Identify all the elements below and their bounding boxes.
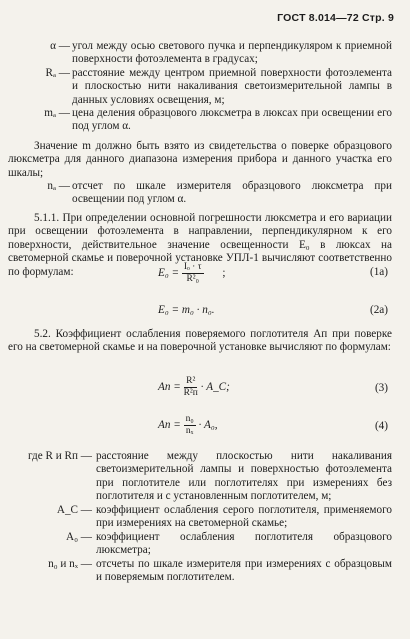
definition-text: коэффициент ослабления серого поглотителя, применяемого при измерениях на светомерной скамье; [96, 504, 392, 530]
formula-fraction [184, 414, 196, 437]
definition-text: расстояние между центром приемной поверхности фотоэлемента и плоскостью нити накаливания светоизмерительной лампы в данных условиях освещения, м; [72, 67, 392, 106]
definition-term: A₀ — [66, 531, 92, 543]
fraction-numerator: Iₒ · τ [183, 262, 202, 272]
definition-text: отсчет по шкале измерителя образцового люксметра при освещении под углом α. [72, 180, 392, 206]
definition-term: α — [50, 40, 70, 52]
paragraph-5-1-1: 5.1.1. При определении основной погрешности люксметра и его вариации при освещении фотоэлемента в направлении, перпендикулярном к его поверхности, действительное значение освещенности E₀ в люксах на светомерной скамье и поверочной установке УПЛ-1 вычисляют соответственно по формулам: [8, 212, 392, 278]
fraction-denominator: R²п [183, 388, 198, 398]
definition-term: n₀ и nₓ — [48, 558, 92, 570]
definition-n-alpha [8, 180, 392, 207]
formula-number: (2a) [369, 304, 388, 316]
formula-1a [0, 258, 410, 288]
formula-lhs: Aп = [158, 419, 181, 432]
definition-text: расстояние между плоскостью нити накаливания светоизмерительной лампы и поверхностью фотоэлемента при поглотителе или поглотителях при измерениях без поглотителя и с установленным поглотителем, м; [96, 450, 392, 503]
fraction-numerator: n₀ [185, 414, 194, 424]
definition-m-alpha [8, 107, 392, 134]
formula-number: (4) [374, 420, 388, 432]
formula-text: E₀ = m₀ · n₀. [158, 304, 215, 316]
definition-term: Rₐ — [45, 67, 70, 79]
definition-alpha [8, 40, 392, 67]
page-header: ГОСТ 8.014—72 Стр. 9 [277, 12, 394, 24]
formula-2a [0, 296, 410, 326]
paragraph-m-value: Значение m должно быть взято из свидетельства о поверке образцового люксметра для данного диапазона измерения прибора и данного участка его шкалы; [8, 140, 392, 179]
formula-3 [0, 374, 410, 404]
formula-fraction [184, 376, 198, 399]
definition-r-alpha [8, 67, 392, 107]
definition-text: цена деления образцового люксметра в люксах при освещении его под углом α. [72, 107, 392, 133]
definition-term: nₐ — [47, 180, 70, 192]
definition-term: где R и Rп — [28, 450, 92, 462]
paragraph-5-2: 5.2. Коэффициент ослабления поверяемого поглотителя Aп при поверке его на светомерной скамье и на поверочной установке вычисляют по формулам: [8, 328, 392, 354]
definition-ac [8, 504, 392, 531]
definition-n0-nx [8, 558, 392, 585]
fraction-denominator: nₓ [185, 426, 194, 436]
definition-text: угол между осью светового пучка и перпендикуляром к приемной поверхности фотоэлемента в градусах; [72, 40, 392, 66]
definition-a0 [8, 531, 392, 558]
definition-r-rp [8, 450, 392, 504]
formula-number: (1a) [369, 266, 388, 278]
formula-tail: · A₀, [198, 419, 218, 432]
fraction-denominator: R²₀ [186, 274, 199, 284]
definition-term: mₐ — [44, 107, 70, 119]
formula-number: (3) [374, 382, 388, 394]
formula-lhs: Aп = [158, 381, 181, 394]
fraction-numerator: R² [186, 376, 196, 386]
definition-term: A_C — [56, 504, 92, 516]
formula-lhs: E₀ = [158, 267, 180, 280]
formula-tail: · A_C; [200, 381, 230, 394]
definition-text: отсчеты по шкале измерителя при измерениях с образцовым и поверяемым поглотителем. [96, 558, 392, 584]
formula-tail: ; [222, 267, 226, 280]
formula-4 [0, 412, 410, 442]
formula-fraction [182, 262, 204, 285]
definition-text: коэффициент ослабления поглотителя образцового люксметра; [96, 531, 392, 557]
